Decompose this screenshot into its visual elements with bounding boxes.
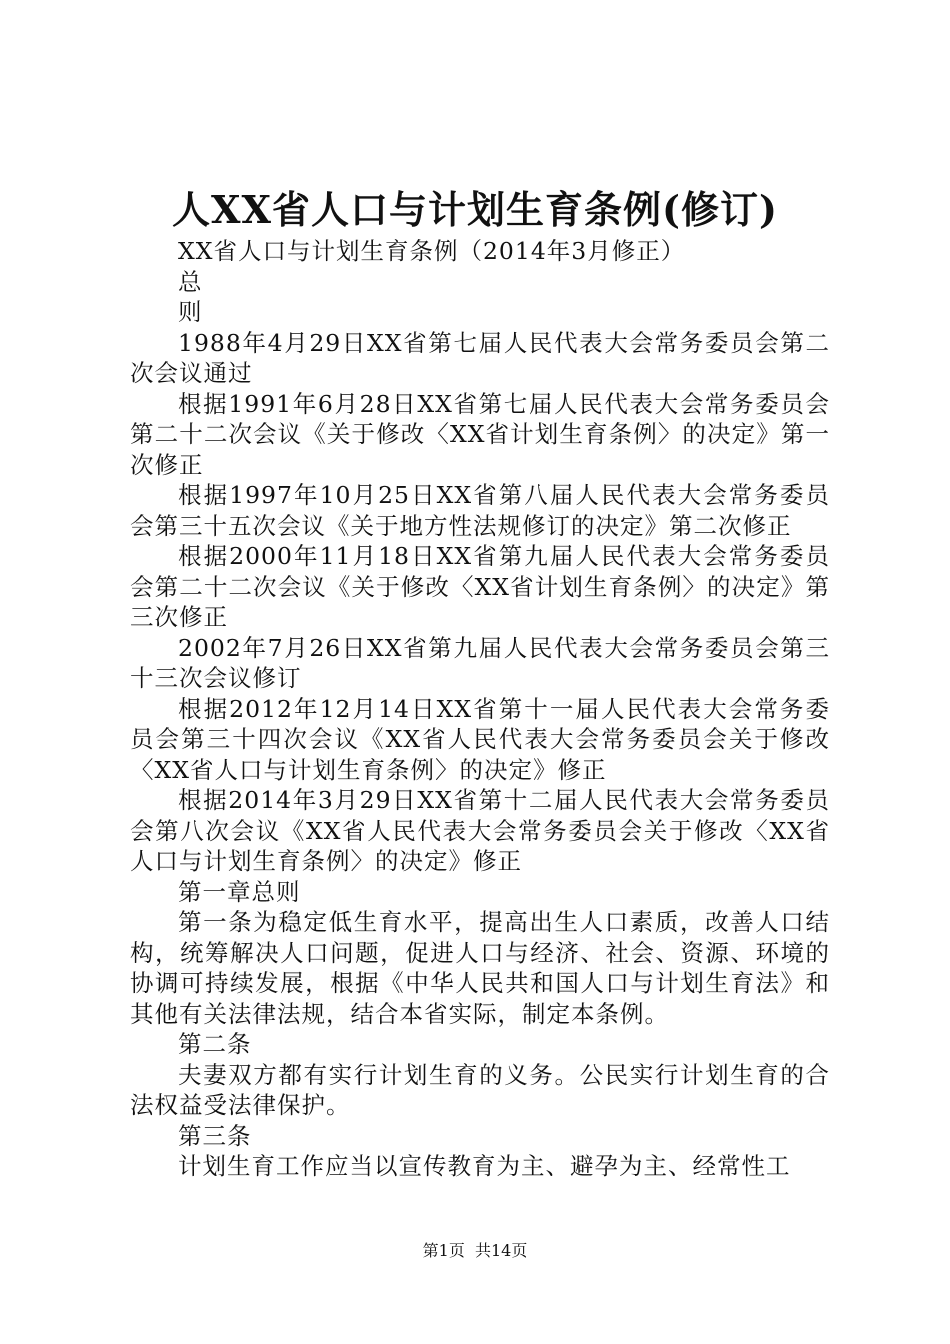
paragraph-history-1991: 根据1991年6月28日XX省第七届人民代表大会常务委员会第二十二次会议《关于修改〈XX省计划生育条例〉的决定》第一次修正 xyxy=(130,389,830,479)
article-2-heading: 第二条 xyxy=(178,1030,252,1058)
article-3-text: 计划生育工作应当以宣传教育为主、避孕为主、经常性工 xyxy=(178,1152,791,1180)
document-body xyxy=(130,236,830,1182)
article-3-heading: 第三条 xyxy=(178,1121,252,1150)
paragraph-history-1988: 1988年4月29日XX省第七届人民代表大会常务委员会第二次会议通过 xyxy=(130,328,830,387)
paragraph-history-1997: 根据1997年10月25日XX省第八届人民代表大会常务委员会第三十五次会议《关于地方性法规修订的决定》第二次修正 xyxy=(130,481,830,540)
document-title: 人XX省人口与计划生育条例(修订) xyxy=(172,187,778,232)
article-1: 第一条为稳定低生育水平，提高出生人口素质，改善人口结构，统筹解决人口问题，促进人口与经济、社会、资源、环境的协调可持续发展，根据《中华人民共和国人口与计划生育法》和其他有关法律法规，结合本省实际，制定本条例。 xyxy=(130,908,830,1028)
article-2-text: 夫妻双方都有实行计划生育的义务。公民实行计划生育的合法权益受法律保护。 xyxy=(130,1060,830,1119)
paragraph-history-2012: 根据2012年12月14日XX省第十一届人民代表大会常务委员会第三十四次会议《XX省人民代表大会常务委员会关于修改〈XX省人口与计划生育条例〉的决定》修正 xyxy=(130,694,830,784)
paragraph-history-2002: 2002年7月26日XX省第九届人民代表大会常务委员会第三十三次会议修订 xyxy=(130,633,830,692)
paragraph-heading-zong: 总 xyxy=(178,267,203,296)
paragraph-history-2014: 根据2014年3月29日XX省第十二届人民代表大会常务委员会第八次会议《XX省人民代表大会常务委员会关于修改〈XX省人口与计划生育条例〉的决定》修正 xyxy=(130,786,830,875)
paragraph-history-2000: 根据2000年11月18日XX省第九届人民代表大会常务委员会第二十二次会议《关于修改〈XX省计划生育条例〉的决定》第三次修正 xyxy=(130,542,830,631)
page-footer: 第1页 共14页 xyxy=(422,1241,528,1260)
paragraph-subtitle: XX省人口与计划生育条例（2014年3月修正） xyxy=(178,237,686,265)
chapter-heading: 第一章总则 xyxy=(178,877,301,906)
paragraph-heading-ze: 则 xyxy=(178,298,203,326)
